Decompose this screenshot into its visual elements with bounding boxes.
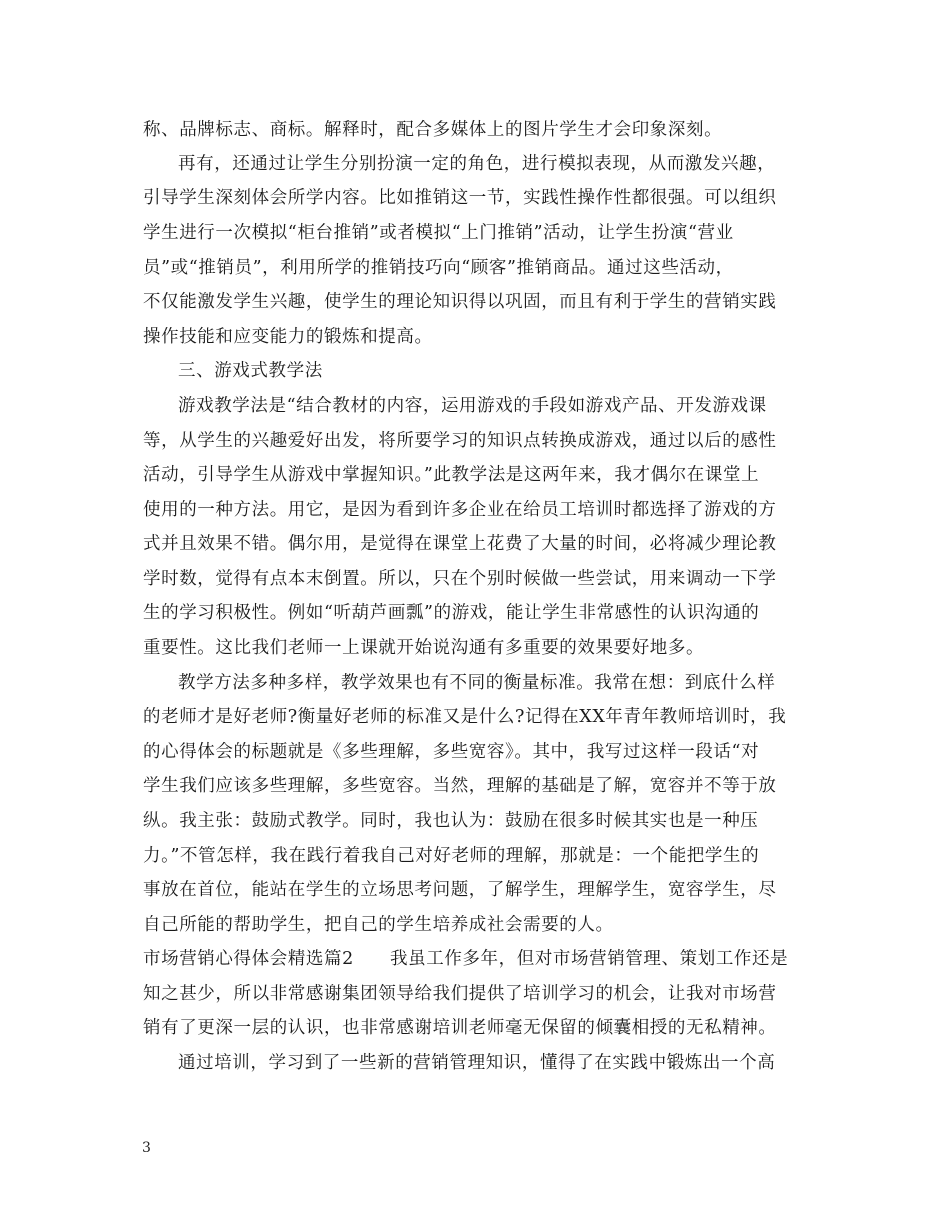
text-line: 事放在首位，能站在学生的立场思考问题，了解学生，理解学生，宽容学生，尽	[143, 880, 777, 900]
text-line: 引导学生深刻体会所学内容。比如推销这一节，实践性操作性都很强。可以组织	[143, 188, 777, 208]
text-line: 的老师才是好老师?衡量好老师的标准又是什么?记得在XX年青年教师培训时，我	[143, 707, 787, 727]
text-line: 市场营销心得体会精选篇2 我虽工作多年，但对市场营销管理、策划工作还是	[143, 949, 789, 969]
text-line: 力。”不管怎样，我在践行着我自己对好老师的理解，那就是：一个能把学生的	[143, 846, 760, 866]
text-line: 使用的一种方法。用它，是因为看到许多企业在给员工培训时都选择了游戏的方	[143, 500, 777, 520]
text-line: 生的学习积极性。例如“听葫芦画瓢”的游戏，能让学生非常感性的认识沟通的	[143, 603, 760, 623]
text-line: 再有，还通过让学生分别扮演一定的角色，进行模拟表现，从而激发兴趣，	[178, 154, 776, 174]
page-number: 3	[142, 1140, 151, 1156]
text-line: 学时数，觉得有点本末倒置。所以，只在个别时候做一些尝试，用来调动一下学	[143, 569, 777, 589]
text-line: 教学方法多种多样，教学效果也有不同的衡量标准。我常在想：到底什么样	[178, 673, 776, 693]
text-line: 等，从学生的兴趣爱好出发，将所要学习的知识点转换成游戏，通过以后的感性	[143, 431, 777, 451]
text-line: 知之甚少，所以非常感谢集团领导给我们提供了培训学习的机会，让我对市场营	[143, 984, 777, 1004]
text-line: 纵。我主张：鼓励式教学。同时，我也认为：鼓励在很多时候其实也是一种压	[143, 811, 759, 831]
text-line: 重要性。这比我们老师一上课就开始说沟通有多重要的效果要好地多。	[143, 638, 705, 658]
text-line: 自己所能的帮助学生，把自己的学生培养成社会需要的人。	[143, 915, 614, 935]
text-line: 操作技能和应变能力的锻炼和提高。	[143, 327, 433, 347]
text-line: 学生进行一次模拟“柜台推销”或者模拟“上门推销”活动，让学生扮演“营业	[143, 223, 734, 243]
text-line: 活动，引导学生从游戏中掌握知识。”此教学法是这两年来，我才偶尔在课堂上	[143, 465, 760, 485]
text-line: 式并且效果不错。偶尔用，是觉得在课堂上花费了大量的时间，必将减少理论教	[143, 534, 777, 554]
text-line: 不仅能激发学生兴趣，使学生的理论知识得以巩固，而且有利于学生的营销实践	[143, 292, 777, 312]
text-line: 称、品牌标志、商标。解释时，配合多媒体上的图片学生才会印象深刻。	[143, 120, 723, 140]
text-line: 学生我们应该多些理解，多些宽容。当然，理解的基础是了解，宽容并不等于放	[143, 776, 777, 796]
text-line: 销有了更深一层的认识，也非常感谢培训老师毫无保留的倾囊相授的无私精神。	[143, 1018, 777, 1038]
text-line: 通过培训，学习到了一些新的营销管理知识，懂得了在实践中锻炼出一个高	[178, 1053, 776, 1073]
text-line: 员”或“推销员”，利用所学的推销技巧向“顾客”推销商品。通过这些活动，	[143, 258, 734, 278]
text-line: 的心得体会的标题就是《多些理解，多些宽容》。其中，我写过这样一段话“对	[143, 742, 760, 762]
section-heading: 三、游戏式教学法	[178, 361, 323, 381]
text-line: 游戏教学法是“结合教材的内容，运用游戏的手段如游戏产品、开发游戏课	[178, 396, 767, 416]
